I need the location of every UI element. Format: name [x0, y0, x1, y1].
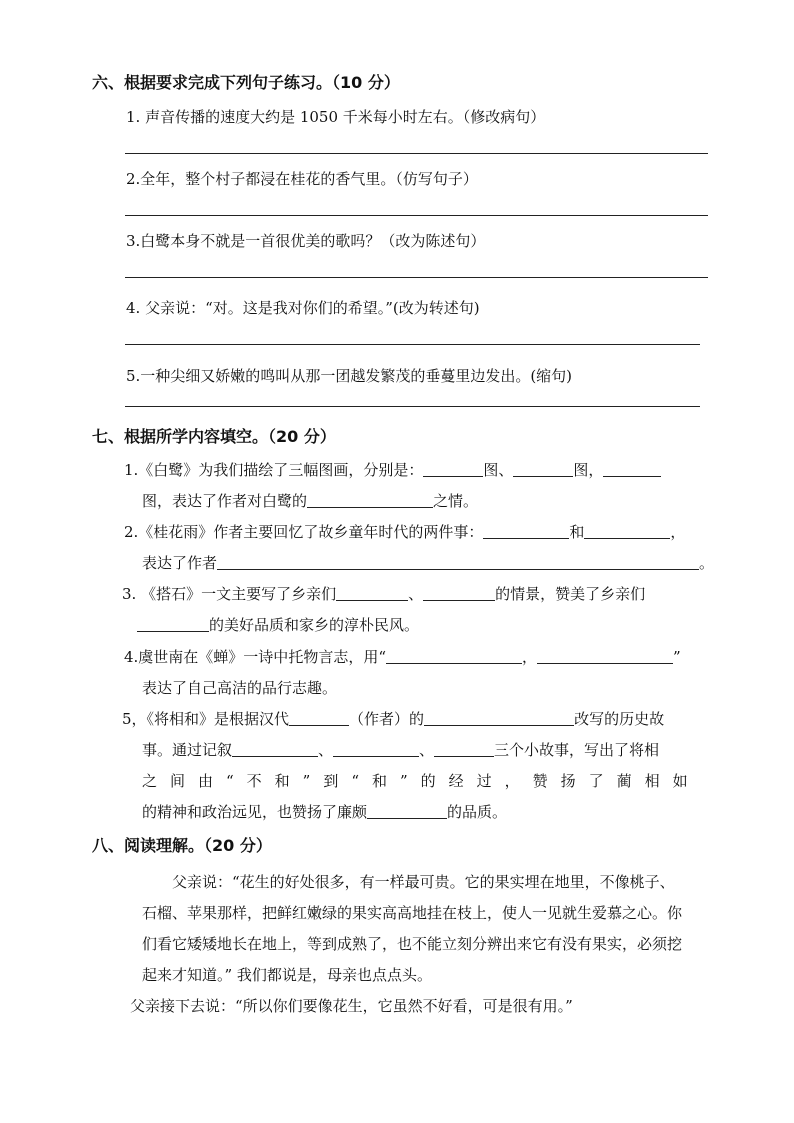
blank-7-2-c[interactable]	[217, 555, 699, 570]
blank-7-1-d[interactable]	[307, 493, 433, 508]
section-7-title: 七、根据所学内容填空。（20 分）	[92, 427, 336, 446]
blank-7-5-b[interactable]	[424, 711, 574, 726]
question-7-3-line-1: 3. 《搭石》一文主要写了乡亲们 、 的情景，赞美了乡亲们	[122, 585, 646, 603]
question-7-5-line-4: 的精神和政治远见，也赞扬了廉颇 的品质。	[142, 803, 508, 821]
blank-7-5-a[interactable]	[289, 711, 349, 726]
passage-line-2: 石榴、苹果那样，把鲜红嫩绿的果实高高地挂在枝上，使人一见就生爱慕之心。你	[142, 904, 683, 922]
section-8-title: 八、阅读理解。（20 分）	[92, 836, 272, 855]
blank-7-3-c[interactable]	[137, 617, 209, 632]
answer-line-6-5[interactable]	[125, 406, 700, 407]
blank-7-3-b[interactable]	[423, 586, 495, 601]
blank-7-2-b[interactable]	[584, 524, 670, 539]
passage-line-4: 起来才知道。” 我们都说是，母亲也点点头。	[142, 966, 432, 984]
question-6-2: 2.全年，整个村子都浸在桂花的香气里。（仿写句子）	[126, 170, 478, 188]
question-7-5-line-1: 5，《将相和》是根据汉代 （作者）的 改写的历史故	[122, 710, 665, 728]
blank-7-4-b[interactable]	[537, 649, 673, 664]
question-7-5-line-3: 之间由“不和”到“和”的经过，赞扬了蔺相如	[142, 772, 701, 790]
passage-line-1: 父亲说：“花生的好处很多，有一样最可贵。它的果实埋在地里，不像桃子、	[172, 873, 675, 891]
question-7-4-line-2: 表达了自己高洁的品行志趣。	[142, 679, 338, 697]
answer-line-6-4[interactable]	[125, 344, 700, 345]
answer-line-6-1[interactable]	[125, 153, 708, 154]
question-6-1: 1. 声音传播的速度大约是 1050 千米每小时左右。（修改病句）	[126, 108, 546, 126]
blank-7-2-a[interactable]	[483, 524, 569, 539]
question-6-4: 4. 父亲说：“对。这是我对你们的希望。”(改为转述句)	[126, 299, 480, 317]
section-6-title: 六、根据要求完成下列句子练习。（10 分）	[92, 73, 400, 92]
blank-7-3-a[interactable]	[336, 586, 408, 601]
blank-7-5-d[interactable]	[333, 742, 419, 757]
blank-7-1-b[interactable]	[513, 462, 573, 477]
blank-7-1-c[interactable]	[603, 462, 661, 477]
passage-line-3: 们看它矮矮地长在地上，等到成熟了，也不能立刻分辨出来它有没有果实，必须挖	[142, 935, 683, 953]
question-7-5-line-2: 事。通过记叙 、 、 三个小故事，写出了将相	[142, 741, 660, 759]
answer-line-6-3[interactable]	[125, 277, 708, 278]
blank-7-4-a[interactable]	[386, 649, 522, 664]
question-7-3-line-2: 的美好品质和家乡的淳朴民风。	[137, 614, 419, 635]
passage-line-5: 父亲接下去说：“所以你们要像花生，它虽然不好看，可是很有用。”	[130, 997, 573, 1015]
blank-7-1-a[interactable]	[423, 462, 483, 477]
blank-7-5-e[interactable]	[434, 742, 494, 757]
question-7-2-line-1: 2.《桂花雨》作者主要回忆了故乡童年时代的两件事： 和 ，	[124, 523, 686, 541]
question-7-4-line-1: 4.虞世南在《蝉》一诗中托物言志，用“ ， ”	[124, 648, 681, 666]
blank-7-5-f[interactable]	[367, 804, 447, 819]
question-7-1-line-2: 图，表达了作者对白鹭的 之情。	[142, 492, 479, 510]
answer-line-6-2[interactable]	[125, 215, 708, 216]
question-7-2-line-2: 表达了作者 。	[142, 554, 715, 572]
question-6-3: 3.白鹭本身不就是一首很优美的歌吗？（改为陈述句）	[126, 232, 486, 250]
blank-7-5-c[interactable]	[232, 742, 318, 757]
question-7-1-line-1: 1.《白鹭》为我们描绘了三幅图画，分别是： 图、 图，	[124, 459, 661, 480]
question-6-5: 5.一种尖细又娇嫩的鸣叫从那一团越发繁茂的垂蔓里边发出。(缩句)	[126, 367, 573, 385]
